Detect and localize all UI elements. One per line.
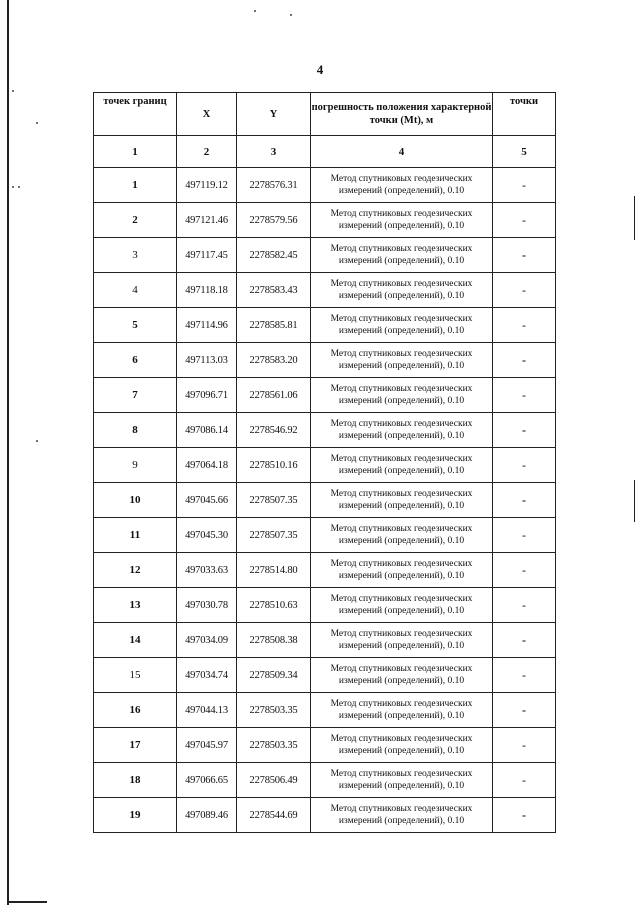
method-line-1: Метод спутниковых геодезических	[330, 314, 473, 324]
method-accuracy	[311, 343, 493, 378]
table-row	[94, 658, 556, 693]
method-line-1: Метод спутниковых геодезических	[330, 244, 473, 254]
method-line-1: Метод спутниковых геодезических	[330, 804, 473, 814]
method-accuracy	[311, 483, 493, 518]
y-coordinate: 2278510.63	[237, 588, 311, 623]
table-row	[94, 623, 556, 658]
y-coordinate: 2278514.80	[237, 553, 311, 588]
point-number: 16	[94, 693, 177, 728]
scan-right-mark	[634, 196, 635, 240]
method-line-2: измерений (определений), 0.10	[338, 256, 465, 266]
method-accuracy	[311, 623, 493, 658]
method-accuracy	[311, 273, 493, 308]
x-coordinate: 497089.46	[177, 798, 237, 833]
table-row	[94, 553, 556, 588]
method-line-1: Метод спутниковых геодезических	[330, 489, 473, 499]
method-line-2: измерений (определений), 0.10	[338, 361, 465, 371]
x-coordinate: 497066.65	[177, 763, 237, 798]
method-accuracy	[311, 203, 493, 238]
point-number: 1	[94, 168, 177, 203]
point-description: -	[493, 728, 556, 763]
point-description: -	[493, 308, 556, 343]
x-coordinate: 497086.14	[177, 413, 237, 448]
column-number-row	[94, 136, 556, 168]
method-line-2: измерений (определений), 0.10	[338, 396, 465, 406]
method-line-2: измерений (определений), 0.10	[338, 746, 465, 756]
point-number: 14	[94, 623, 177, 658]
table-row	[94, 483, 556, 518]
method-line-1: Метод спутниковых геодезических	[330, 384, 473, 394]
method-line-1: Метод спутниковых геодезических	[330, 279, 473, 289]
scan-bottom-edge	[7, 901, 47, 903]
y-coordinate: 2278585.81	[237, 308, 311, 343]
point-number: 18	[94, 763, 177, 798]
method-line-1: Метод спутниковых геодезических	[330, 349, 473, 359]
column-number: 4	[311, 136, 493, 168]
column-number: 1	[94, 136, 177, 168]
method-line-2: измерений (определений), 0.10	[338, 291, 465, 301]
y-coordinate: 2278579.56	[237, 203, 311, 238]
method-accuracy	[311, 798, 493, 833]
y-coordinate: 2278583.20	[237, 343, 311, 378]
method-accuracy	[311, 553, 493, 588]
method-accuracy	[311, 693, 493, 728]
y-coordinate: 2278576.31	[237, 168, 311, 203]
point-number: 9	[94, 448, 177, 483]
y-coordinate: 2278503.35	[237, 728, 311, 763]
point-description: -	[493, 203, 556, 238]
column-number: 3	[237, 136, 311, 168]
table-header-row	[94, 93, 556, 136]
table-row	[94, 693, 556, 728]
point-number: 11	[94, 518, 177, 553]
method-accuracy	[311, 588, 493, 623]
x-coordinate: 497119.12	[177, 168, 237, 203]
table-row	[94, 273, 556, 308]
x-coordinate: 497034.74	[177, 658, 237, 693]
scan-speck	[254, 10, 256, 12]
method-line-2: измерений (определений), 0.10	[338, 781, 465, 791]
method-line-1: Метод спутниковых геодезических	[330, 769, 473, 779]
table-row	[94, 798, 556, 833]
x-coordinate: 497045.30	[177, 518, 237, 553]
x-coordinate: 497118.18	[177, 273, 237, 308]
method-accuracy	[311, 238, 493, 273]
table-row	[94, 763, 556, 798]
point-description: -	[493, 343, 556, 378]
method-line-1: Метод спутниковых геодезических	[330, 559, 473, 569]
scan-speck	[36, 440, 38, 442]
x-coordinate: 497033.63	[177, 553, 237, 588]
method-accuracy	[311, 308, 493, 343]
method-line-2: измерений (определений), 0.10	[338, 186, 465, 196]
point-number: 12	[94, 553, 177, 588]
method-line-1: Метод спутниковых геодезических	[330, 594, 473, 604]
method-line-2: измерений (определений), 0.10	[338, 606, 465, 616]
y-coordinate: 2278546.92	[237, 413, 311, 448]
method-accuracy	[311, 728, 493, 763]
header-description-label: точки	[493, 93, 556, 136]
scan-left-edge	[7, 0, 9, 905]
method-line-1: Метод спутниковых геодезических	[330, 419, 473, 429]
method-line-2: измерений (определений), 0.10	[338, 466, 465, 476]
method-accuracy	[311, 168, 493, 203]
point-number: 17	[94, 728, 177, 763]
method-accuracy	[311, 448, 493, 483]
y-coordinate: 2278506.49	[237, 763, 311, 798]
method-line-2: измерений (определений), 0.10	[338, 711, 465, 721]
point-number: 4	[94, 273, 177, 308]
table-row	[94, 448, 556, 483]
method-accuracy	[311, 413, 493, 448]
column-number: 5	[493, 136, 556, 168]
method-line-1: Метод спутниковых геодезических	[330, 699, 473, 709]
point-description: -	[493, 763, 556, 798]
point-number: 3	[94, 238, 177, 273]
point-description: -	[493, 483, 556, 518]
x-coordinate: 497113.03	[177, 343, 237, 378]
point-description: -	[493, 378, 556, 413]
point-description: -	[493, 623, 556, 658]
point-description: -	[493, 658, 556, 693]
y-coordinate: 2278508.38	[237, 623, 311, 658]
y-coordinate: 2278583.43	[237, 273, 311, 308]
method-accuracy	[311, 518, 493, 553]
x-coordinate: 497114.96	[177, 308, 237, 343]
table-row	[94, 378, 556, 413]
method-line-1: Метод спутниковых геодезических	[330, 454, 473, 464]
table-row	[94, 728, 556, 763]
y-coordinate: 2278582.45	[237, 238, 311, 273]
method-line-1: Метод спутниковых геодезических	[330, 524, 473, 534]
point-description: -	[493, 168, 556, 203]
method-line-2: измерений (определений), 0.10	[338, 431, 465, 441]
table-row	[94, 413, 556, 448]
table-row	[94, 518, 556, 553]
header-accuracy-label: погрешность положения характерной точки (Mt), м	[311, 93, 493, 136]
y-coordinate: 2278544.69	[237, 798, 311, 833]
method-line-2: измерений (определений), 0.10	[338, 816, 465, 826]
table-row	[94, 308, 556, 343]
method-line-2: измерений (определений), 0.10	[338, 571, 465, 581]
page-number: 4	[316, 62, 324, 77]
point-number: 15	[94, 658, 177, 693]
method-line-2: измерений (определений), 0.10	[338, 641, 465, 651]
method-accuracy	[311, 658, 493, 693]
header-x-label: X	[177, 93, 237, 136]
point-description: -	[493, 413, 556, 448]
table-row	[94, 203, 556, 238]
y-coordinate: 2278507.35	[237, 483, 311, 518]
point-number: 7	[94, 378, 177, 413]
point-number: 5	[94, 308, 177, 343]
point-description: -	[493, 693, 556, 728]
x-coordinate: 497096.71	[177, 378, 237, 413]
header-point-label: точек границ	[94, 93, 177, 136]
method-line-2: измерений (определений), 0.10	[338, 536, 465, 546]
x-coordinate: 497121.46	[177, 203, 237, 238]
point-number: 13	[94, 588, 177, 623]
table-row	[94, 238, 556, 273]
x-coordinate: 497117.45	[177, 238, 237, 273]
scan-speck	[36, 122, 38, 124]
point-description: -	[493, 448, 556, 483]
x-coordinate: 497034.09	[177, 623, 237, 658]
table-row	[94, 588, 556, 623]
method-line-2: измерений (определений), 0.10	[338, 326, 465, 336]
scan-speck	[12, 186, 14, 188]
y-coordinate: 2278509.34	[237, 658, 311, 693]
header-y-label: Y	[237, 93, 311, 136]
point-description: -	[493, 588, 556, 623]
point-description: -	[493, 553, 556, 588]
method-line-1: Метод спутниковых геодезических	[330, 734, 473, 744]
column-number: 2	[177, 136, 237, 168]
scan-speck	[18, 186, 20, 188]
point-description: -	[493, 798, 556, 833]
point-number: 2	[94, 203, 177, 238]
point-description: -	[493, 238, 556, 273]
method-line-2: измерений (определений), 0.10	[338, 221, 465, 231]
method-accuracy	[311, 763, 493, 798]
point-number: 19	[94, 798, 177, 833]
scan-speck	[290, 14, 292, 16]
y-coordinate: 2278561.06	[237, 378, 311, 413]
method-line-2: измерений (определений), 0.10	[338, 501, 465, 511]
x-coordinate: 497045.66	[177, 483, 237, 518]
table-row	[94, 343, 556, 378]
method-line-1: Метод спутниковых геодезических	[330, 629, 473, 639]
scan-speck	[12, 90, 14, 92]
table-row	[94, 168, 556, 203]
point-description: -	[493, 273, 556, 308]
scan-right-mark	[634, 480, 635, 522]
method-line-1: Метод спутниковых геодезических	[330, 664, 473, 674]
method-line-1: Метод спутниковых геодезических	[330, 174, 473, 184]
method-line-2: измерений (определений), 0.10	[338, 676, 465, 686]
point-description: -	[493, 518, 556, 553]
x-coordinate: 497064.18	[177, 448, 237, 483]
point-number: 10	[94, 483, 177, 518]
x-coordinate: 497044.13	[177, 693, 237, 728]
boundary-points-table	[93, 92, 556, 833]
y-coordinate: 2278507.35	[237, 518, 311, 553]
method-line-1: Метод спутниковых геодезических	[330, 209, 473, 219]
y-coordinate: 2278503.35	[237, 693, 311, 728]
point-number: 8	[94, 413, 177, 448]
x-coordinate: 497030.78	[177, 588, 237, 623]
x-coordinate: 497045.97	[177, 728, 237, 763]
point-number: 6	[94, 343, 177, 378]
y-coordinate: 2278510.16	[237, 448, 311, 483]
method-accuracy	[311, 378, 493, 413]
